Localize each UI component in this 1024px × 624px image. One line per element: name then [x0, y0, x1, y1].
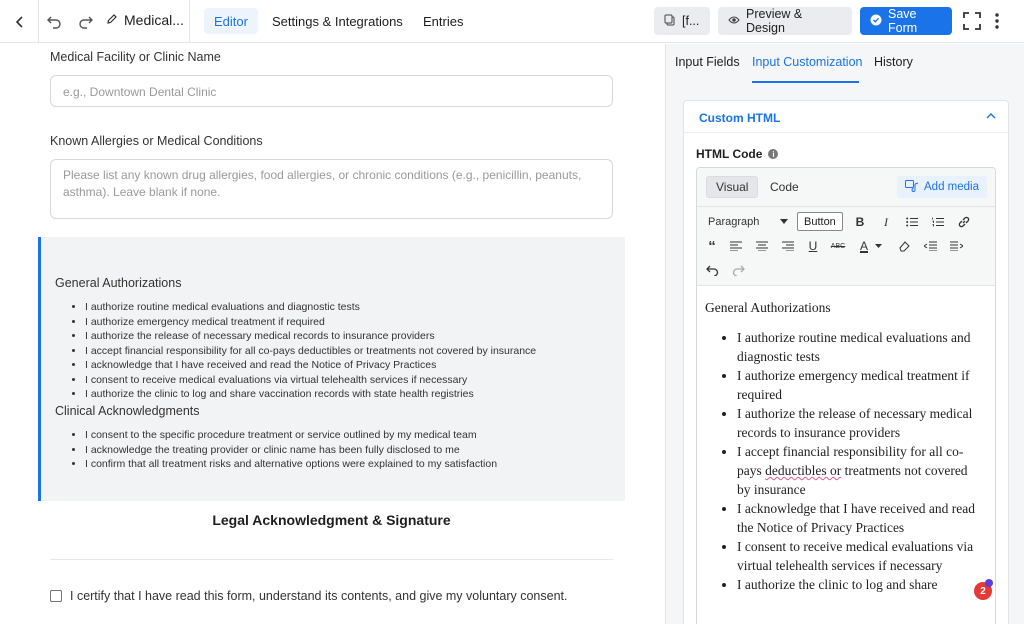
form-title-text: Medical...	[124, 12, 184, 28]
html-code-label-text: HTML Code	[696, 147, 763, 161]
tab-editor[interactable]: Editor	[204, 8, 258, 34]
card-title: Custom HTML	[699, 111, 781, 125]
notification-badge[interactable]: 2	[974, 582, 992, 600]
tab-settings-integrations[interactable]: Settings & Integrations	[272, 13, 403, 29]
section-divider	[50, 559, 613, 560]
undo-icon[interactable]	[42, 10, 66, 34]
html-block-heading-2: Clinical Acknowledgments	[55, 404, 200, 418]
custom-html-card	[683, 100, 1009, 624]
align-center-icon[interactable]	[753, 237, 771, 255]
list-item: • I authorize the clinic to log and share	[737, 575, 987, 594]
eye-icon	[728, 14, 740, 28]
list-item: • I authorize the release of necessary medical records to insurance providers	[85, 329, 536, 344]
redo-icon[interactable]	[74, 10, 98, 34]
content-list	[705, 328, 987, 594]
form-title[interactable]	[106, 12, 184, 28]
numbered-list-icon[interactable]	[929, 213, 947, 231]
html-block-heading-1: General Authorizations	[55, 276, 182, 290]
insert-button-tool[interactable]: Button	[797, 212, 843, 231]
facility-input[interactable]: e.g., Downtown Dental Clinic	[50, 75, 613, 107]
settings-panel	[665, 44, 1024, 624]
tab-history[interactable]: History	[874, 55, 913, 69]
list-item: • I consent to the specific procedure treatment or service outlined by my medical team	[85, 428, 497, 443]
shortcode-button[interactable]	[654, 7, 710, 35]
preview-design-button[interactable]	[718, 7, 852, 35]
top-bar	[0, 0, 1024, 43]
legal-section-title: Legal Acknowledgment & Signature	[212, 512, 451, 528]
custom-html-block[interactable]	[38, 237, 625, 501]
caret-down-icon	[780, 216, 788, 228]
align-right-icon[interactable]	[779, 237, 797, 255]
list-item: • I acknowledge the treating provider or clinic name has been fully disclosed to me	[85, 443, 497, 458]
tab-input-fields[interactable]: Input Fields	[675, 55, 740, 69]
html-code-label	[696, 147, 778, 161]
list-item: • I authorize the clinic to log and share vaccination records with state health registries	[85, 387, 536, 402]
add-media-button[interactable]	[897, 176, 987, 198]
preview-label: Preview & Design	[746, 7, 803, 35]
list-item: • I acknowledge that I have received and read the Notice of Privacy Practices	[85, 358, 536, 373]
form-canvas	[0, 44, 664, 624]
editor-tab-bar	[697, 168, 995, 206]
indent-icon[interactable]	[947, 237, 965, 255]
save-label: Save Form	[888, 7, 918, 35]
bold-icon[interactable]: B	[855, 215, 865, 229]
bullet-list-icon[interactable]	[903, 213, 921, 231]
back-arrow-icon[interactable]	[8, 10, 32, 34]
add-media-label: Add media	[924, 181, 979, 193]
clear-formatting-icon[interactable]	[895, 237, 913, 255]
allergies-label: Known Allergies or Medical Conditions	[50, 134, 263, 148]
consent-checkbox[interactable]	[50, 590, 62, 602]
tab-code[interactable]: Code	[770, 180, 799, 194]
blockquote-icon[interactable]: “	[708, 237, 716, 255]
list-item: • I accept financial responsibility for all co-pays deductibles or treatments not covered by insurance	[85, 344, 536, 359]
fullscreen-icon[interactable]	[961, 10, 983, 32]
list-item: • I consent to receive medical evaluations via virtual telehealth services if necessary	[737, 537, 987, 575]
list-item: • I confirm that all treatment risks and alternative options were explained to my satisfaction	[85, 457, 497, 472]
align-left-icon[interactable]	[727, 237, 745, 255]
paragraph-select-value: Paragraph	[708, 216, 760, 228]
pencil-icon	[106, 12, 118, 28]
html-block-list-2	[85, 428, 497, 472]
tab-input-customization[interactable]: Input Customization	[752, 55, 863, 69]
list-item: • I accept financial responsibility for all co- pays deductibles or treatments not covered by insurance	[737, 442, 987, 499]
divider	[189, 0, 190, 43]
text-color-icon[interactable]: A	[859, 239, 868, 253]
list-item: • I consent to receive medical evaluations via virtual telehealth services if necessary	[85, 373, 536, 388]
content-heading: General Authorizations	[705, 300, 831, 315]
italic-icon[interactable]: I	[884, 214, 888, 229]
underline-icon[interactable]: U	[808, 239, 818, 253]
facility-label: Medical Facility or Clinic Name	[50, 50, 221, 64]
list-item: • I authorize emergency medical treatment if required	[737, 366, 987, 404]
info-icon[interactable]: i	[768, 149, 778, 159]
divider	[38, 0, 39, 43]
text-color-caret-icon[interactable]	[873, 237, 883, 255]
save-form-button[interactable]	[860, 7, 952, 35]
shortcode-label: [f...	[682, 14, 700, 28]
list-item: • I authorize the release of necessary medical records to insurance providers	[737, 404, 987, 442]
html-editor	[696, 167, 996, 624]
copy-icon	[664, 14, 676, 29]
strikethrough-icon[interactable]: ABC	[830, 242, 846, 250]
consent-label: I certify that I have read this form, understand its contents, and give my voluntary consent.	[70, 589, 568, 603]
undo-edit-icon[interactable]	[703, 261, 721, 279]
editor-toolbar	[697, 206, 995, 286]
active-tab-indicator	[752, 81, 859, 83]
consent-row[interactable]	[50, 589, 567, 603]
list-item: • I authorize emergency medical treatment if required	[85, 315, 536, 330]
panel-tabs	[666, 44, 1024, 84]
link-icon[interactable]	[955, 213, 973, 231]
list-item: • I acknowledge that I have received and read the Notice of Privacy Practices	[737, 499, 987, 537]
paragraph-format-select[interactable]	[705, 213, 791, 231]
tab-visual[interactable]: Visual	[706, 176, 758, 198]
allergies-textarea[interactable]: Please list any known drug allergies, food allergies, or chronic conditions (e.g., penicillin, peanuts, asthma). Leave blank if none.	[50, 159, 613, 219]
html-block-list-1	[85, 300, 536, 402]
list-item: • I authorize routine medical evaluations and diagnostic tests	[85, 300, 536, 315]
tab-entries[interactable]: Entries	[423, 13, 464, 29]
redo-edit-icon[interactable]	[729, 261, 747, 279]
list-item: • I authorize routine medical evaluations and diagnostic tests	[737, 328, 987, 366]
outdent-icon[interactable]	[921, 237, 939, 255]
more-options-icon[interactable]	[990, 10, 1004, 32]
check-circle-icon	[870, 14, 882, 29]
status-dot	[985, 579, 993, 587]
media-icon	[905, 180, 919, 195]
chevron-up-icon[interactable]	[984, 109, 998, 123]
editor-content[interactable]	[697, 286, 995, 624]
card-header[interactable]	[684, 101, 1008, 133]
